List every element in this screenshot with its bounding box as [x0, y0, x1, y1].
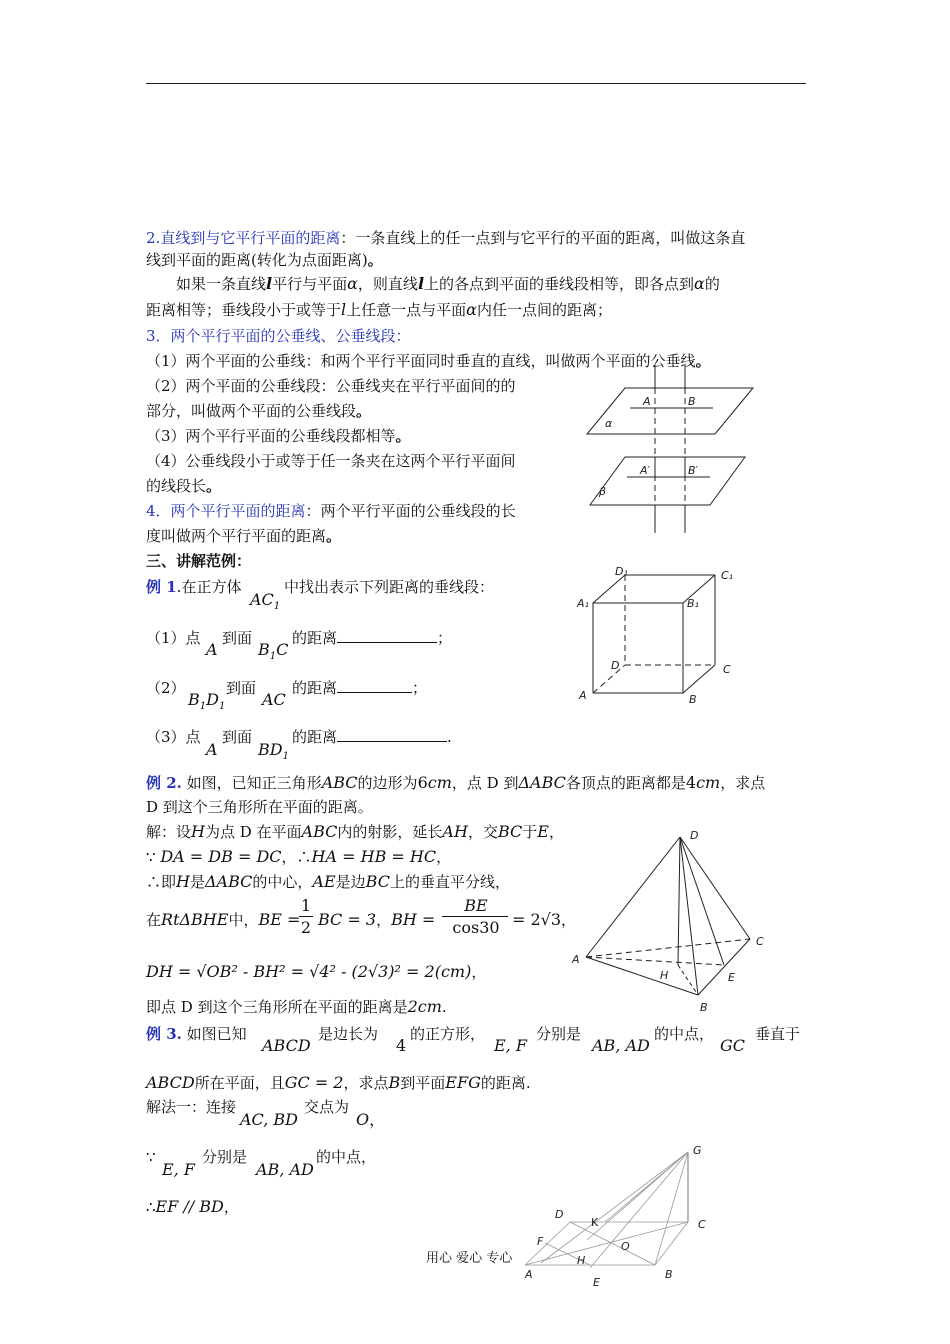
math-efg: EFG: [445, 1073, 481, 1092]
header-rule: [146, 83, 806, 84]
pyramid-figure: [568, 825, 773, 1015]
math-cm: cm: [427, 773, 452, 792]
sec2-p2: 平行与平面: [272, 275, 348, 293]
comma: ，: [561, 911, 577, 929]
math-gc: GC: [720, 1036, 746, 1055]
sec4-line1: [146, 501, 516, 521]
ex2-sol3: [146, 872, 510, 892]
label-F: F: [537, 1235, 544, 1248]
ex1-q3-mid: 到面: [222, 728, 253, 746]
label-B1: B′: [688, 464, 699, 477]
math-alpha: α: [466, 300, 477, 319]
ex2-s3b: 是: [189, 873, 205, 891]
ex2-l1a: 如图，已知正三角形: [186, 774, 322, 792]
math-bh: BH =: [391, 910, 436, 929]
ex2-s2b: ，∴: [281, 848, 312, 866]
math-bd1: [258, 740, 289, 767]
ex2-s6end: .: [441, 998, 447, 1016]
sec3-i1: （1）两个平面的公垂线：和两个平行平面同时垂直的直线，叫做两个平面的公垂线: [146, 352, 696, 370]
math-B: B: [188, 690, 200, 709]
ex2-sol1: [146, 822, 564, 842]
math-abcd: ABCD: [262, 1036, 311, 1055]
label-beta: β: [599, 485, 607, 498]
sec2-para2: [146, 300, 612, 320]
label-A: A: [643, 395, 651, 408]
ex2-s1d: ，交: [467, 823, 498, 841]
ex3-sol1b: 交点为: [304, 1098, 350, 1116]
answer-blank-2[interactable]: [337, 678, 412, 693]
ex3-l1b: 是边长为: [318, 1025, 379, 1043]
math-alpha: α: [347, 274, 358, 293]
ex2-l1c: ，点 D 到: [451, 774, 519, 792]
math-BC: BC: [365, 872, 390, 891]
ex3-s2b: 分别是: [202, 1148, 248, 1166]
math-H: H: [176, 872, 190, 891]
ex3-s3c: ，: [223, 1198, 239, 1216]
math-alpha: α: [694, 274, 705, 293]
math-H: H: [191, 822, 205, 841]
sec2-p1: 如果一条直线: [176, 275, 267, 293]
label-B: B: [665, 1268, 673, 1281]
label-D1: D₁: [615, 565, 628, 578]
sub-1: 1: [269, 651, 277, 663]
math-AH: AH: [442, 822, 468, 841]
math-o: [356, 1110, 385, 1130]
ex1-q3-tail: [292, 727, 452, 747]
label-B: B: [688, 395, 696, 408]
math-BD: BD: [258, 740, 283, 759]
sec3-item2a: （2）两个平面的公垂线段：公垂线夹在平行平面间的的: [146, 377, 516, 395]
sec3-item4a: （4）公垂线段小于或等于任一条夹在这两个平行平面间: [146, 452, 516, 470]
ex2-sol2: [146, 847, 451, 867]
label-B: B: [700, 1001, 708, 1014]
math-ef: E, F: [494, 1036, 527, 1055]
sec3-i4b: 的线段长: [146, 477, 207, 495]
sec2-p3: ，则直线: [357, 275, 418, 293]
sec2-def-a: 一条直线上的任一点到与它平行的平面的距离，叫做这条直: [355, 229, 746, 247]
sec3-item2b: [146, 401, 371, 421]
sec2-def-end: 。: [367, 251, 383, 269]
ex3-l1e: 的中点，: [654, 1025, 715, 1043]
sec2-title: 直线到与它平行平面的距离: [160, 229, 341, 247]
ex2-s1c: 内的射影，延长: [337, 823, 443, 841]
math-efbd: EF // BD: [155, 1197, 224, 1216]
ex3-l2c: 到平面: [400, 1074, 446, 1092]
sec3-item4b: [146, 476, 221, 496]
sec3-i3: （3）两个平行平面的公垂线段都相等: [146, 427, 396, 445]
math-AE: AE: [312, 872, 336, 891]
label-C1: C₁: [721, 569, 734, 582]
ex1-q1-mid: 到面: [222, 629, 253, 647]
math-dABC: ΔABC: [204, 872, 253, 891]
examples-heading: 三、讲解范例：: [146, 552, 252, 570]
ex3-sol1a: 解法一：连接: [146, 1098, 237, 1116]
ex3-line2: [146, 1073, 531, 1093]
ex2-s1f: ，: [548, 823, 564, 841]
label-D: D: [555, 1208, 564, 1221]
square-pyramid-figure: [515, 1140, 730, 1290]
frac-be-num: BE: [464, 896, 488, 915]
label-E: E: [728, 971, 735, 984]
sub-1: 1: [273, 601, 281, 613]
math-dABC: ΔABC: [518, 773, 566, 792]
math-abad: AB, AD: [592, 1036, 650, 1055]
ex2-sol4-c: [512, 910, 576, 930]
math-ABC: ABC: [301, 822, 338, 841]
sec2-p8: 内任一点间的距离；: [476, 301, 612, 319]
sec2-para1: [176, 274, 720, 294]
ex2-sol6: [146, 997, 447, 1017]
label-E: E: [593, 1276, 600, 1289]
ex3-s2c: 的中点，: [316, 1148, 377, 1166]
math-ac: AC: [250, 590, 274, 609]
dot: 。: [395, 427, 411, 445]
ex1-q1-prefix: （1）点: [146, 629, 201, 647]
sec4-title: 4．两个平行平面的距离: [146, 502, 306, 520]
sub-1: 1: [282, 751, 289, 763]
ex1-q2-tail: [292, 678, 427, 698]
ex3-label: 例 3.: [146, 1025, 182, 1043]
ex3-sol3: [146, 1197, 239, 1217]
ex2-s4b: 中，: [228, 911, 259, 929]
sec2-p4: 上的各点到平面的垂线段相等，即各点到: [424, 275, 695, 293]
math-B: B: [258, 640, 270, 659]
math-be: BE =: [258, 910, 301, 929]
math-BC: BC: [497, 822, 523, 841]
math-E: E: [537, 822, 549, 841]
ex1-q3-prefix: （3）点: [146, 728, 201, 746]
math-4: 4: [396, 1036, 407, 1055]
ex2-s5end: ，: [471, 963, 487, 981]
math-cm: cm: [696, 773, 721, 792]
ex1-label: 例 1: [146, 578, 177, 596]
label-H: H: [577, 1254, 586, 1267]
sec2-def-line2: [146, 250, 383, 270]
sec4-def-a: 两个平行平面的公垂线段的长: [320, 502, 516, 520]
math-A: A: [206, 740, 218, 759]
ex1-line: [146, 577, 241, 597]
label-O: O: [621, 1240, 630, 1253]
ex2-s3d: 是边: [335, 873, 366, 891]
math-gc2: GC = 2: [284, 1073, 344, 1092]
ex2-s1e: 于: [522, 823, 538, 841]
label-C: C: [756, 935, 764, 948]
sec2-title-line: [146, 228, 745, 248]
ex2-s6a: 即点 D 到这个三角形所在平面的距离是: [146, 998, 408, 1016]
ex3-l1a: 如图已知: [186, 1025, 247, 1043]
math-ac-plane: AC: [262, 690, 286, 709]
ex3-l1f: 垂直于: [755, 1025, 801, 1043]
label-C: C: [723, 663, 731, 676]
dot: 。: [326, 527, 342, 545]
ex3-l1c: 的正方形，: [410, 1025, 486, 1043]
ex2-l1d: 各顶点的距离都是: [565, 774, 686, 792]
math-A: A: [206, 640, 218, 659]
cube-figure: [575, 565, 740, 710]
label-B: B: [689, 693, 697, 706]
frac-half-bar: [299, 916, 313, 917]
label-C: C: [698, 1218, 706, 1231]
sec3-i2b: 部分，叫做两个平面的公垂线段: [146, 402, 357, 420]
ex1-cube-name: [250, 590, 280, 617]
sec3-item3: [146, 426, 411, 446]
label-A1: A′: [640, 464, 651, 477]
math-B: B: [388, 1073, 401, 1092]
page-footer: 用心 爱心 专心: [426, 1251, 513, 1266]
ex1-q1end: ；: [437, 629, 453, 647]
ex1-q2c: 的距离: [292, 679, 338, 697]
ex2-sol4: [146, 910, 300, 930]
sec4-colon: ：: [305, 502, 321, 520]
math-4: 4: [685, 773, 697, 792]
ex2-label: 例 2.: [146, 774, 182, 792]
ex1-q2end: ；: [412, 679, 428, 697]
math-l: l: [266, 274, 273, 293]
ex2-s1a: 解：设: [146, 823, 192, 841]
math-O: O: [356, 1110, 370, 1129]
frac-half-den: 2: [300, 918, 312, 937]
ex2-s4a: 在: [146, 911, 162, 929]
label-A: A: [579, 689, 587, 702]
dot: 。: [356, 402, 372, 420]
label-A: A: [572, 953, 580, 966]
ex2-line2: D 到这个三角形所在平面的距离。: [146, 798, 373, 816]
ex1-text2: 中找出表示下列距离的垂线段：: [284, 578, 495, 596]
sec4-line2: [146, 526, 341, 546]
ex1-text: .在正方体: [176, 578, 242, 596]
label-G: G: [693, 1144, 702, 1157]
ex2-sol5: [146, 962, 486, 982]
math-D: D: [206, 690, 219, 709]
label-H: H: [660, 969, 669, 982]
frac-be-den: cos30: [452, 918, 500, 937]
math-bc3: BC = 3: [318, 910, 377, 929]
answer-blank-1[interactable]: [337, 628, 437, 643]
math-b1d1: [188, 690, 225, 717]
ex1-q2-mid: 到面: [226, 679, 257, 697]
answer-blank-3[interactable]: [337, 727, 447, 742]
math-ABC: ABC: [321, 773, 358, 792]
label-alpha: α: [605, 417, 613, 430]
math-l: l: [417, 274, 425, 293]
math-abcd: ABCD: [146, 1073, 195, 1092]
label-D: D: [690, 829, 699, 842]
sec2-p6: 距离相等；垂线段小于或等于: [146, 301, 342, 319]
math-rtbhe: RtΔBHE: [161, 910, 229, 929]
math-2cm: 2cm: [407, 997, 442, 1016]
label-K: K: [591, 1216, 599, 1229]
sub-1: 1: [218, 701, 226, 713]
math-res: = 2√3: [512, 910, 562, 929]
sec2-def-b: 线到平面的距离(转化为点面距离): [146, 251, 368, 269]
ex2-s3e: 上的垂直平分线，: [389, 873, 510, 891]
math-abad: AB, AD: [256, 1160, 314, 1179]
ex2-s3c: 的中心，: [252, 873, 313, 891]
ex1-q3end: .: [447, 728, 452, 746]
ex1-q2-prefix: （2）: [146, 679, 186, 697]
therefore-symbol: ∴: [146, 1198, 156, 1216]
ex1-q1-tail: [292, 628, 452, 648]
frac-be-bar: [442, 916, 508, 917]
ex1-q3c: 的距离: [292, 728, 338, 746]
ex2-sol4-b: [318, 910, 435, 930]
label-A1: A₁: [577, 597, 589, 610]
math-eq2: HA = HB = HC: [311, 847, 437, 866]
ex3-line1a: [146, 1024, 247, 1044]
sub-1: 1: [199, 701, 207, 713]
label-D: D: [611, 659, 620, 672]
because-symbol: ∵: [146, 1148, 156, 1166]
ex2-l1e: ，求点: [720, 774, 766, 792]
parallel-planes-figure: [585, 365, 755, 535]
label-A: A: [525, 1268, 533, 1281]
frac-half-num: 1: [300, 896, 312, 915]
sec4-def-b: 度叫做两个平行平面的距离: [146, 527, 327, 545]
math-dh: DH = √OB² - BH² = √4² - (2√3)² = 2(cm): [146, 962, 472, 981]
comma: ，: [376, 911, 392, 929]
math-b1c: [258, 640, 288, 667]
ex2-l1b: 的边形为: [357, 774, 418, 792]
sec2-colon: ：: [340, 229, 356, 247]
ex3-l2d: 的距离.: [480, 1074, 531, 1092]
math-C: C: [276, 640, 289, 659]
sec3-title: 3．两个平行平面的公垂线、公垂线段：: [146, 327, 411, 345]
sec2-p5: 的: [704, 275, 720, 293]
ex3-l2b: ，求点: [343, 1074, 389, 1092]
dot: 。: [206, 477, 222, 495]
sec2-p7: 上任意一点与平面: [346, 301, 467, 319]
math-eq1: DA = DB = DC: [160, 847, 282, 866]
ex2-s3a: ∴即: [146, 873, 177, 891]
math-acbd: AC, BD: [240, 1110, 298, 1129]
ex3-s1c: ，: [369, 1110, 386, 1129]
dot: 。: [695, 352, 711, 370]
label-B1: B₁: [687, 597, 699, 610]
ex3-l2a: 所在平面，且: [194, 1074, 285, 1092]
ex2-s2c: ，: [436, 848, 452, 866]
math-6: 6: [417, 773, 428, 792]
ex3-l1d: 分别是: [536, 1025, 582, 1043]
math-ef: E, F: [162, 1160, 195, 1179]
ex1-q1c: 的距离: [292, 629, 338, 647]
ex2-line1: [146, 773, 765, 793]
because-symbol: ∵: [146, 848, 156, 866]
ex2-s1b: 为点 D 在平面: [204, 823, 302, 841]
sec2-num: 2.: [146, 229, 161, 247]
math-l: l: [341, 300, 347, 319]
